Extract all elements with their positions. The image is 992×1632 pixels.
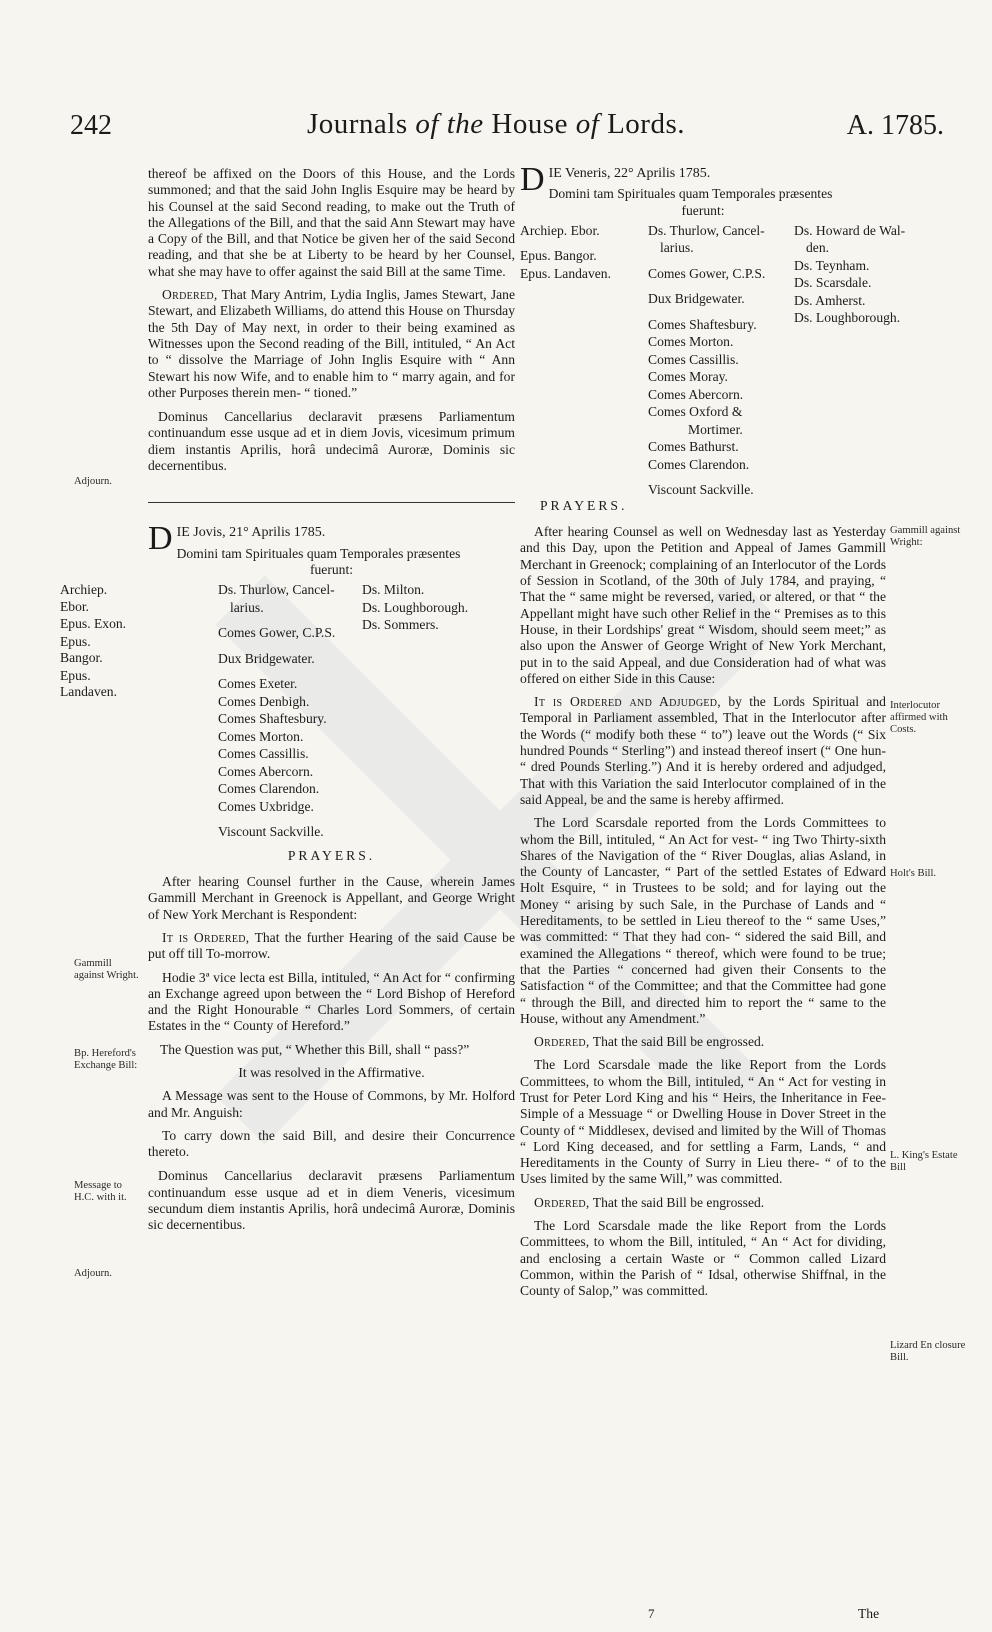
gammill-paragraph: After hearing Counsel further in the Cause, wherein James Gammill Merchant in Greenock is Appellant, and George Wright of New York Merchant is Respondent: [148, 874, 515, 922]
title-word-lords: Lords. [607, 108, 685, 140]
side-note-king: L. King's Estate Bill [890, 1150, 958, 1173]
side-note-adjourn-1: Adjourn. [74, 476, 112, 487]
attendance-heading-line1: Domini tam Spirituales quam Temporales præsentes [548, 186, 833, 202]
attendee: Comes Clarendon. [218, 781, 320, 797]
side-note-gammill-right: Gammill against Wright: [890, 525, 961, 548]
attendee: Comes Uxbridge. [218, 798, 314, 814]
attendee: Comes Gower, C.P.S. [218, 625, 336, 641]
side-note-holt: Holt's Bill. [890, 868, 937, 879]
side-note-lizard: Lizard En closure Bill. [890, 1340, 966, 1363]
resolved-paragraph: It was resolved in the Affirmative. [238, 1065, 425, 1080]
attendance-peers [218, 582, 358, 842]
attendee: Comes Morton. [648, 334, 734, 350]
attendance-bishops [60, 582, 128, 842]
attendance-barons [362, 582, 492, 842]
ordered-label: It is Ordered, [162, 929, 250, 945]
message-paragraph: A Message was sent to the House of Commons, by Mr. Holford and Mr. Anguish: [148, 1088, 515, 1120]
attendee: Comes Clarendon. [648, 456, 750, 472]
prayers-heading: PRAYERS. [540, 497, 628, 513]
attendee: Epus. Landaven. [60, 667, 117, 700]
title-word-of: of [415, 108, 439, 140]
title-word-journals: Journals [306, 108, 408, 140]
ordered-label: Ordered, [534, 1034, 590, 1050]
attendee: Comes Bathurst. [648, 439, 739, 455]
title-word-house: House [491, 108, 569, 140]
attendance-barons [794, 223, 914, 500]
question-paragraph: The Question was put, “ Whether this Bill, shall “ pass?” [160, 1041, 470, 1057]
attendee: Comes Shaftesbury. [648, 316, 757, 332]
catchword: The [858, 1606, 880, 1621]
ordered-witnesses-text: That Mary Antrim, Lydia Inglis, James Stewart, Jane Stewart, and Elizabeth Williams, do attend this House on Thursday the 5th Day of May next, in order to their being examined as Witnesses upon the Second reading of the Bill, intituled, “ An Act to “ dissolve the Marriage of John Inglis Esquire with “ Ann Stewart his now Wife, and to enable him to “ marry again, and for other Purposes therein men- “ tioned.” [148, 287, 516, 400]
dropcap-letter: D [148, 520, 173, 558]
ordered-adjudged-label: It is Ordered and Adjudged, [534, 694, 721, 710]
running-title [0, 108, 992, 148]
attendee: Ds. Thurlow, Cancel- [218, 582, 335, 598]
attendance-heading [520, 186, 886, 219]
page-number: 242 [70, 110, 112, 141]
side-note-gammill-left: Gammill against Wright. [74, 958, 139, 981]
ordered-label: Ordered, [534, 1194, 590, 1210]
engrossed-paragraph-2 [520, 1195, 886, 1211]
attendee: Ds. Amherst. [794, 292, 866, 308]
attendee: Comes Denbigh. [218, 693, 310, 709]
attendance-bishops [520, 223, 648, 500]
sitting-date-text: IE Jovis, 21° Aprilis 1785. [176, 525, 326, 541]
attendee: Ds. Howard de Wal- [794, 222, 906, 238]
put-off-paragraph [148, 930, 515, 963]
attendee: Epus. Bangor. [60, 633, 103, 666]
sitting-date-text: IE Veneris, 22° Aprilis 1785. [548, 166, 711, 181]
adjournment-paragraph-2: Dominus Cancellarius declaravit præsens Parliamentum continuandum esse usque ad et in diem Veneris, vicesimum secundum diem instantis Aprilis, horâ undecimâ Auroræ, Dominis sic decernentibus. [148, 1168, 515, 1233]
attendee: Comes Cassillis. [218, 746, 309, 762]
engrossed-text: That the said Bill be engrossed. [592, 1194, 765, 1210]
running-year: A. 1785. [846, 110, 944, 141]
side-note-adjourn-2: Adjourn. [74, 1268, 112, 1279]
adjournment-paragraph-1: Dominus Cancellarius declaravit præsens Parliamentum continuandum esse usque ad et in diem Jovis, vicesimum primum diem instantis Aprilis, horâ undecimâ Auroræ, Dominis sic decernentibus. [148, 409, 515, 474]
attendee: Viscount Sackville. [648, 482, 754, 498]
attendee: Ds. Milton. [362, 582, 425, 598]
adjudged-paragraph [520, 694, 886, 808]
engrossed-paragraph-1 [520, 1034, 886, 1050]
attendance-heading-line2: fuerunt: [681, 202, 725, 218]
engrossed-text: That the said Bill be engrossed. [592, 1034, 765, 1050]
attendee: Viscount Sackville. [218, 824, 324, 840]
attendee: Mortimer. [688, 421, 743, 437]
attendee: Comes Gower, C.P.S. [648, 265, 766, 281]
side-note-message: Message to H.C. with it. [74, 1180, 127, 1203]
side-note-bp-hereford: Bp. Hereford's Exchange Bill: [74, 1048, 138, 1071]
ordered-label: Ordered, [162, 287, 218, 303]
attendee: Comes Shaftesbury. [218, 711, 327, 727]
attendee: larius. [660, 240, 694, 256]
attendee: Ds. Loughborough. [362, 599, 469, 615]
king-report-paragraph: The Lord Scarsdale made the like Report from the Lords Committees, to whom the Bill, intituled, “ An “ Act for vesting in Trust for Peter Lord King and his “ Heirs, the Inheritance in Fee-Simple of a Messuage “ or Dwelling House in Dover Street in the County of “ Middlesex, devised and limited by the Will of Thomas “ Lord King deceased, and for settling a Farm, Lands, “ and Hereditaments in the County of Surry in Lieu there- “ of to the Uses limited by the same Will,” was committed. [520, 1057, 886, 1187]
attendee: Comes Morton. [218, 728, 304, 744]
title-word-of-2: of [575, 108, 600, 140]
prayers-heading: PRAYERS. [287, 847, 376, 863]
attendance-peers [648, 223, 790, 500]
attendee: Comes Moray. [648, 369, 728, 385]
attendance-list [520, 222, 906, 500]
attendee: Epus. Bangor. [520, 248, 597, 264]
carry-paragraph: To carry down the said Bill, and desire their Concurrence thereto. [148, 1127, 515, 1160]
attendee: Ds. Teynham. [794, 257, 870, 273]
attendance-heading-line2: fuerunt: [309, 561, 354, 577]
attendee: Ds. Thurlow, Cancel- [648, 222, 765, 238]
attendee: Comes Abercorn. [648, 386, 744, 402]
right-column [520, 161, 906, 1307]
attendee: Epus. Exon. [60, 616, 127, 632]
attendee: Ds. Scarsdale. [794, 275, 872, 291]
attendee: Comes Exeter. [218, 676, 298, 692]
hodie-paragraph: Hodie 3ª vice lecta est Billa, intituled, “ An Act for “ confirming an Exchange agreed upon between the “ Lord Bishop of Hereford and the Right Honourable “ Charles Lord Sommers, of certain Estates in the “ County of Hereford.” [148, 969, 515, 1034]
attendee: Dux Bridgewater. [218, 650, 315, 666]
section-divider [148, 502, 515, 503]
adjudged-text: by the Lords Spiritual and Temporal in Parliament assembled, That in the Interlocutor after the Words (“ modify both these “ to”) leave out the Words (“ Six hundred Pounds “ Sterling”) and instead thereof insert (“ One hun- “ dred Pounds Sterling.”) And it is hereby ordered and adjudged, That with this Variation the said Interlocutor complained of in the said Appeal, be and the same is hereby affirmed. [520, 694, 886, 807]
attendee: Comes Abercorn. [218, 763, 314, 779]
attendee: Ds. Loughborough. [794, 310, 901, 326]
attendee: Epus. Landaven. [520, 265, 611, 281]
attendee: Comes Cassillis. [648, 351, 739, 367]
put-off-text: That the further Hearing of the said Cause be put off till To-morrow. [148, 929, 515, 962]
title-word-the: the [446, 108, 484, 140]
attendee: larius. [230, 599, 264, 615]
continuation-paragraph: thereof be affixed on the Doors of this House, and the Lords summoned; and that the said John Inglis Esquire may be heard by his Counsel at the said Second reading, to make out the Truth of the Allegations of the Bill, and that the said Ann Stewart may have a Copy of the Bill, and that Notice be given her of the said Second reading, and that she be at Liberty to be heard by her Counsel, what she may have to offer against the said Bill at the same Time. [148, 166, 515, 279]
counsel-paragraph: After hearing Counsel as well on Wednesday last as Yesterday and this Day, upon the Petition and Appeal of James Gammill Merchant in Greenock; complaining of an Interlocutor of the Lords of Session in Scotland, of the 30th of July 1784, and praying, “ That the “ same might be reversed, varied, or altered, or that “ the Appellant might have such other Relief in the “ Premises as to this House, in their Lordships' great “ Wisdom, should seem meet;” as also upon the Answer of George Wright of New York Merchant, put in to the said Appeal, and due Consideration had of what was offered on either Side in this Cause: [520, 524, 886, 686]
attendee: Archiep. Ebor. [60, 582, 108, 614]
attendee: Archiep. Ebor. [520, 222, 600, 238]
side-note-interlocutor: Interlocutor affirmed with Costs. [890, 700, 948, 735]
attendee: den. [806, 240, 830, 256]
attendance-heading [148, 546, 515, 579]
attendee: Dux Bridgewater. [648, 291, 745, 307]
attendee: Ds. Sommers. [362, 617, 439, 633]
attendance-list [60, 582, 515, 842]
ordered-witnesses-paragraph [148, 287, 515, 401]
attendee: Comes Oxford & [648, 404, 743, 420]
holt-report-paragraph: The Lord Scarsdale reported from the Lords Committees to whom the Bill, intituled, “ An Act for vest- “ ing Two Thirty-sixth Shares of the Navigation of the “ River Douglas, alias Asland, in the County of Lancaster, “ Part of the settled Estates of Edward Holt Esquire, “ in Trustees to be sold; and for laying out the Money “ arising by such Sale, in the Purchase of Lands and “ Hereditaments, to be settled in Lieu thereof to the “ same Uses,” was committed: “ That they had con- “ sidered the said Bill, and examined the Allegations “ thereof, which were found to be true; that the Parties “ concerned had given their Consents to the Satisfaction “ of the Committee; and that the Committee had gone “ through the Bill, and directed him to report the “ same to the House, without any Amendment.” [520, 815, 886, 1026]
signature-mark: 7 [648, 1606, 655, 1621]
lizard-report-paragraph: The Lord Scarsdale made the like Report from the Lords Committees, to whom the Bill, intituled, “ An “ Act for dividing, and enclosing a certain Waste or “ Common called Lizard Common, within the Parish of “ Idsal, otherwise Shiffnal, in the County of Salop,” was committed. [520, 1218, 886, 1299]
dropcap-letter: D [520, 161, 545, 198]
attendance-heading-line1: Domini tam Spirituales quam Temporales præsentes [176, 545, 461, 561]
